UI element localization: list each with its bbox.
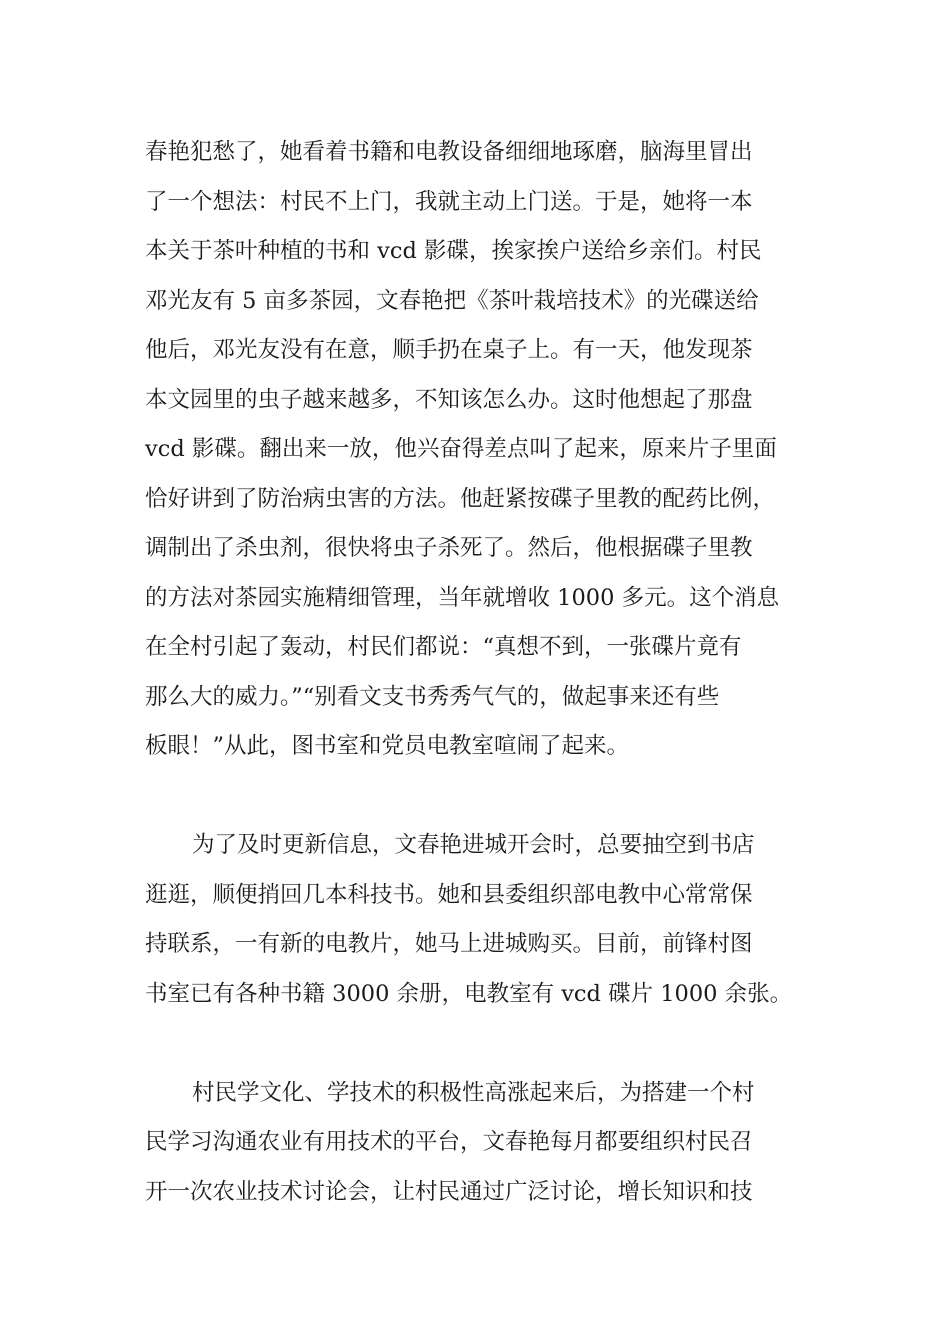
paragraph-line: 村民学文化、学技术的积极性高涨起来后，为搭建一个村 [192,1079,755,1106]
paragraph-line: 的方法对茶园实施精细管理，当年就增收 1000 多元。这个消息 [145,584,780,611]
paragraph-line: 开一次农业技术讨论会，让村民通过广泛讨论，增长知识和技 [145,1178,753,1205]
document-body [145,128,823,1217]
paragraph-line: 在全村引起了轰动，村民们都说：“真想不到，一张碟片竟有 [145,634,742,660]
paragraph-1 [145,128,823,772]
paragraph-3 [145,1069,823,1218]
paragraph-line: 调制出了杀虫剂，很快将虫子杀死了。然后，他根据碟子里教 [145,535,753,561]
paragraph-line: 板眼！”从此，图书室和党员电教室喧闹了起来。 [145,733,630,759]
paragraph-2 [145,821,823,1019]
paragraph-line: 了一个想法：村民不上门，我就主动上门送。于是，她将一本 [145,188,753,215]
paragraph-line: 春艳犯愁了，她看着书籍和电教设备细细地琢磨，脑海里冒出 [145,139,753,165]
paragraph-line: 那么大的威力。”“别看文支书秀秀气气的，做起事来还有些 [145,683,720,710]
paragraph-line: 逛逛，顺便捎回几本科技书。她和县委组织部电教中心常常保 [145,881,753,908]
paragraph-line: 本关于茶叶种植的书和 vcd 影碟，挨家挨户送给乡亲们。村民 [145,238,762,264]
paragraph-line: vcd 影碟。翻出来一放，他兴奋得差点叫了起来，原来片子里面 [145,436,777,462]
paragraph-line: 民学习沟通农业有用技术的平台，文春艳每月都要组织村民召 [145,1129,753,1155]
paragraph-line: 持联系，一有新的电教片，她马上进城购买。目前，前锋村图 [145,931,753,957]
paragraph-line: 为了及时更新信息，文春艳进城开会时，总要抽空到书店 [192,832,755,858]
paragraph-line: 恰好讲到了防治病虫害的方法。他赶紧按碟子里教的配药比例， [145,485,776,512]
paragraph-line: 他后，邓光友没有在意，顺手扔在桌子上。有一天，他发现茶 [145,337,753,363]
paragraph-line: 邓光友有 5 亩多茶园，文春艳把《茶叶栽培技术》的光碟送给 [145,287,759,314]
paragraph-gap [145,772,823,822]
paragraph-line: 本文园里的虫子越来越多，不知该怎么办。这时他想起了那盘 [145,386,753,413]
paragraph-gap [145,1019,823,1069]
paragraph-line: 书室已有各种书籍 3000 余册，电教室有 vcd 碟片 1000 余张。 [145,980,793,1007]
